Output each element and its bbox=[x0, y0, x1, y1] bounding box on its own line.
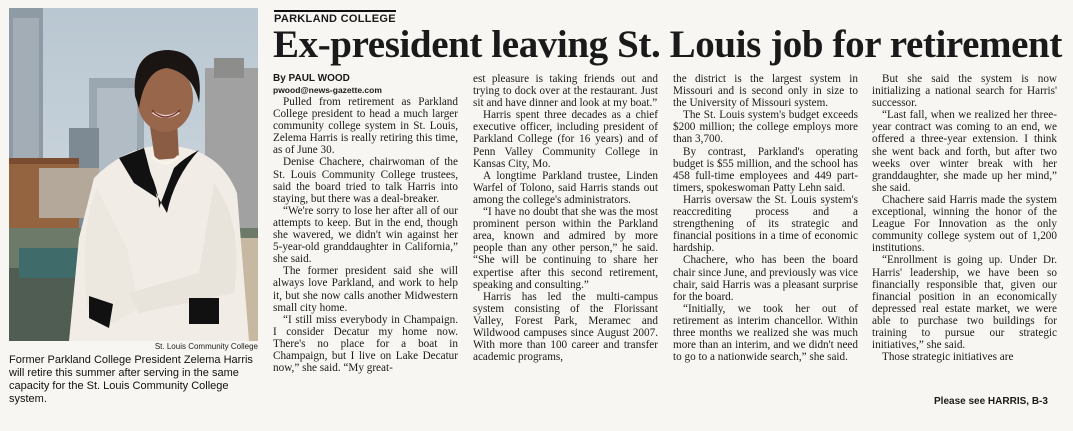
paragraph: By contrast, Parkland's operating budget is $55 million, and the school has 458 full-time employees and 449 part-timers, spokeswoman Patty Lehn said. bbox=[673, 145, 858, 194]
article-column-1 bbox=[273, 73, 458, 374]
paragraph: Denise Chachere, chairwoman of the St. Louis Community College trustees, said the board tried to talk Harris into staying, but there was a deal-breaker. bbox=[273, 156, 458, 205]
portrait-photo bbox=[9, 8, 258, 341]
paragraph: Harris oversaw the St. Louis system's reaccrediting process and a strengthening of its strategic and financial positions in a time of economic hardship. bbox=[673, 193, 858, 255]
paragraph: A longtime Parkland trustee, Linden Warfel of Tolono, said Harris stands out among the college's administrators. bbox=[473, 169, 658, 206]
paragraph: “Last fall, when we realized her three-year contract was coming to an end, we offered a three-year extension. I think she went back and forth, but after two weeks over winter break with her granddaughter, she made up her mind,” she said. bbox=[872, 109, 1057, 194]
paragraph: Chachere, who has been the board chair since June, and previously was vice chair, said Harris was a pleasant surprise for the board. bbox=[673, 254, 858, 303]
paragraph: est pleasure is taking friends out and trying to dock over at the restaurant. Just sit and have dinner and look at my boat.” bbox=[473, 73, 658, 110]
paragraph: “Enrollment is going up. Under Dr. Harris' leadership, we have been so financially responsible that, given our financial position in an economically depressed real estate market, we were able to purchase two buildings for training to pursue our strategic initiatives,” she said. bbox=[872, 254, 1057, 352]
byline: By PAUL WOOD bbox=[273, 73, 350, 84]
headline: Ex-president leaving St. Louis job for retirement bbox=[273, 23, 1062, 66]
photo-credit: St. Louis Community College bbox=[154, 342, 258, 351]
paragraph: “We're sorry to lose her after all of our attempts to keep. But in the end, though she wavered, we didn't win against her 5-year-old granddaughter in California,” she said. bbox=[273, 204, 458, 266]
section-kicker: PARKLAND COLLEGE bbox=[274, 10, 396, 25]
paragraph: Pulled from retirement as Parkland College president to head a much larger community college system in St. Louis, Zelema Harris is really retiring this time, as of June 30. bbox=[273, 96, 458, 157]
paragraph: “I still miss everybody in Champaign. I consider Decatur my home now. There's no place for a boat in Champaign, but I live on Lake Decatur now,” she said. “My great- bbox=[273, 313, 458, 375]
paragraph: Harris has led the multi-campus system consisting of the Florissant Valley, Forest Park, Meramec and Wildwood campuses since August 2007. With more than 100 career and transfer academic programs, bbox=[473, 290, 658, 364]
paragraph: Those strategic initiatives are bbox=[882, 351, 1014, 364]
article-column-4 bbox=[872, 73, 1057, 363]
paragraph: Harris spent three decades as a chief executive officer, including president of Parkland College (for 16 years) and of Penn Valley Community College in Kansas City, Mo. bbox=[473, 109, 658, 170]
article-column-2 bbox=[473, 73, 658, 363]
photo-caption: Former Parkland College President Zelema Harris will retire this summer after serving in the same capacity for the St. Louis Community College system. bbox=[9, 354, 253, 405]
paragraph: “Initially, we took her out of retirement as interim chancellor. Within three months we realized she was much more than an interim, and we didn't need to go to a nationwide search,” she said. bbox=[673, 302, 858, 364]
paragraph: “I have no doubt that she was the most prominent person within the Parkland area, known and admired by more people than any other person,” he said. “She will be continuing to share her expertise after this second retirement, speaking and consulting.” bbox=[473, 206, 658, 291]
paragraph: Chachere said Harris made the system exceptional, winning the honor of the League For Innovation as the only community college system out of 1,200 institutions. bbox=[872, 193, 1057, 255]
paragraph: But she said the system is now initializing a national search for Harris' successor. bbox=[872, 73, 1057, 110]
continuation-line[interactable]: Please see HARRIS, B-3 bbox=[934, 396, 1048, 407]
paragraph: The St. Louis system's budget exceeds $200 million; the college employs more than 3,700. bbox=[673, 109, 858, 146]
article-column-3 bbox=[673, 73, 858, 363]
paragraph: the district is the largest system in Missouri and is second only in size to the University of Missouri system. bbox=[673, 73, 858, 110]
paragraph: The former president said she will always love Parkland, and work to help it, but she now calls another Midwestern small city home. bbox=[273, 265, 458, 314]
author-email[interactable]: pwood@news-gazette.com bbox=[273, 85, 382, 95]
